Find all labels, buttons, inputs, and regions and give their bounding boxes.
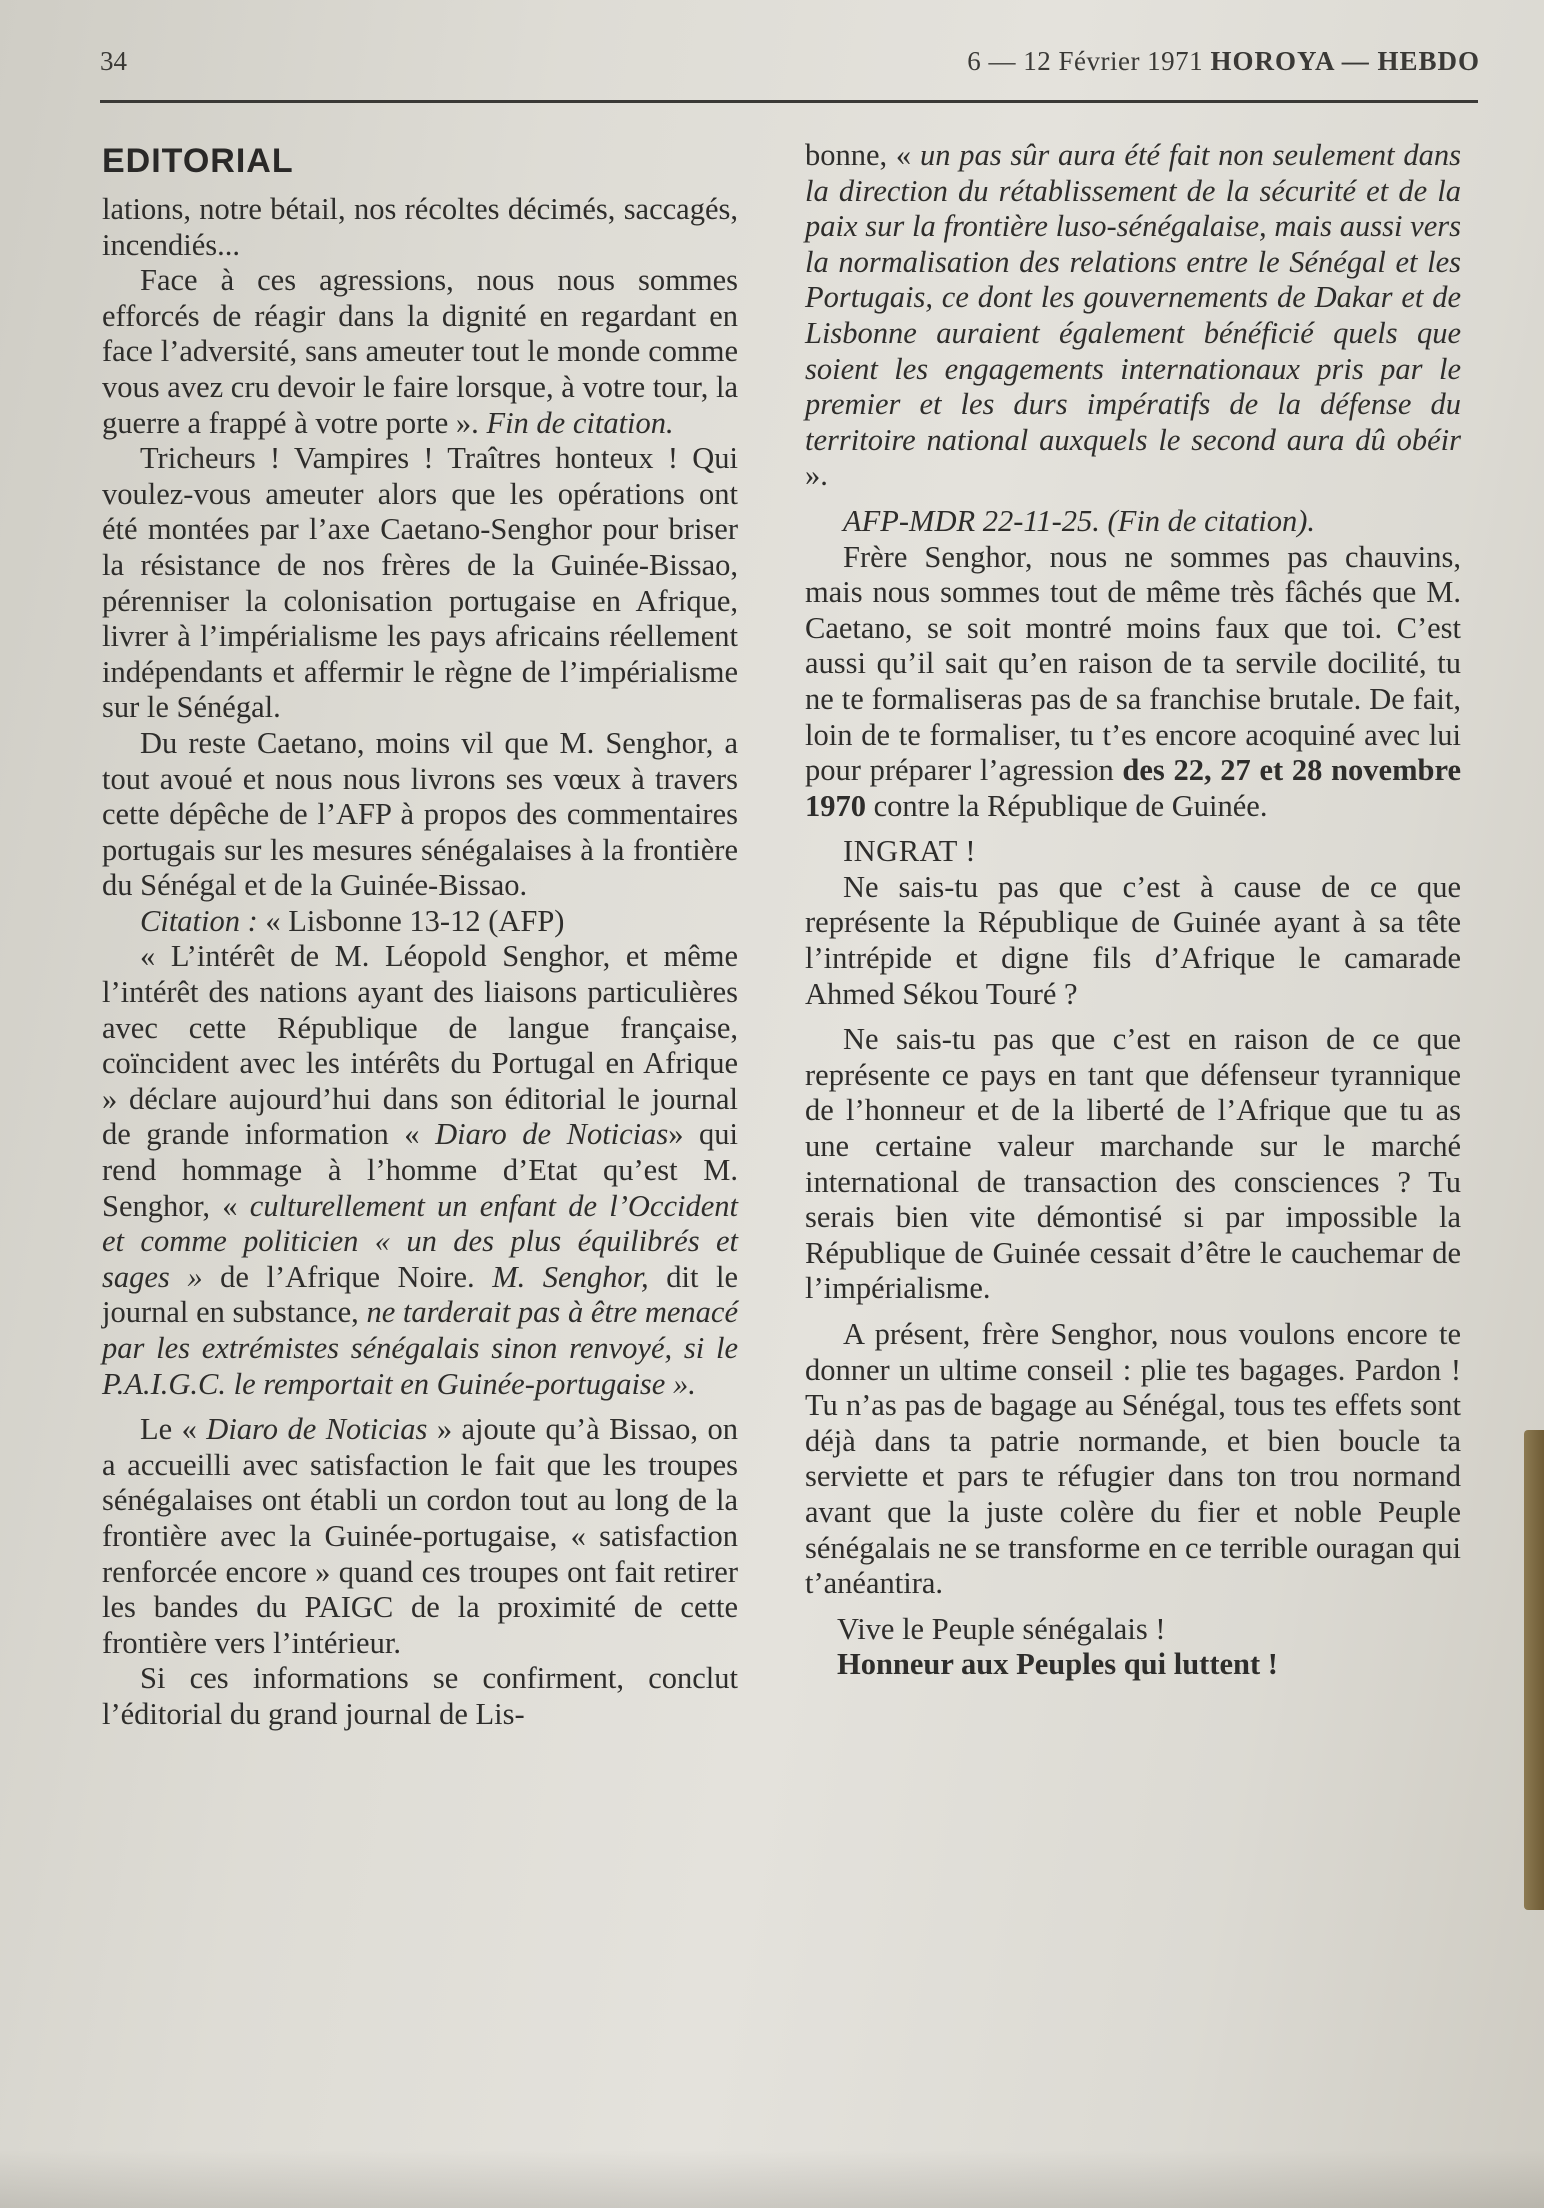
- paragraph: Si ces informations se confirment, conclut l’éditorial du grand journal de Lis-: [102, 1661, 738, 1731]
- paragraph: A présent, frère Senghor, nous voulons encore te donner un ultime conseil : plie tes bagages. Pardon ! Tu n’as pas de bagage au Sénégal, tous tes effets sont déjà dans ta patrie normande, et bien boucle ta serviette et pars te réfugier dans ton trou normand avant que la juste colère du fier et noble Peuple sénégalais ne se transforme en ce terrible ouragan qui t’anéantira.: [805, 1317, 1461, 1601]
- right-column: [805, 138, 1461, 1683]
- paragraph-text: Frère Senghor, nous ne sommes pas chauvins, mais nous sommes tout de même très fâchés que M. Caetano, se soit montré moins faux que toi. C’est aussi qu’il sait qu’en raison de ta servile docilité, tu ne te formaliseras pas de sa franchise brutale. De fait, loin de te formaliser, tu t’es encore acoquiné avec lui pour préparer l’agression: [805, 539, 1461, 788]
- quote-text: un pas sûr aura été fait non seulement dans la direction du rétablissement de la sécurité et de la paix sur la frontière luso-sénégalaise, mais aussi vers la normalisation des relations entre le Sénégal et les Portugais, ce dont les gouvernements de Dakar et de Lisbonne auraient également bénéficié quels que soient les engagements internationaux pris par le premier et les durs impératifs de la défense du territoire national auxquels le second aura dû obéir: [805, 138, 1461, 457]
- issue-line: [967, 46, 1480, 77]
- binding-tab: [1524, 1430, 1544, 1910]
- paragraph: Du reste Caetano, moins vil que M. Senghor, a tout avoué et nous nous livrons ses vœux à travers cette dépêche de l’AFP à propos des commentaires portugais sur les mesures sénégalaises à la frontière du Sénégal et de la Guinée-Bissao.: [102, 725, 738, 903]
- paragraph: lations, notre bétail, nos récoltes décimés, saccagés, incendiés...: [102, 192, 738, 262]
- closing-line: Vive le Peuple sénégalais !: [837, 1611, 1166, 1646]
- closing-line: Honneur aux Peuples qui luttent !: [837, 1647, 1278, 1682]
- quote-text: culturellement un enfant de l’Occident et comme politicien « un des plus équilibrés et sages »: [102, 1188, 738, 1294]
- page-header: [100, 46, 1480, 90]
- page-shadow: [0, 2150, 1544, 2208]
- paragraph: Ne sais-tu pas que c’est en raison de ce que représente ce pays en tant que défenseur tyrannique de l’honneur et de la liberté de l’Afrique que tu as une certaine valeur marchande sur le marché international de transaction des consciences ? Tu serais bien vite démontisé si par impossible la République de Guinée cessait d’être le cauchemar de l’impérialisme.: [805, 1022, 1461, 1306]
- paragraph: [102, 1412, 738, 1661]
- paragraph-text: ».: [805, 458, 828, 493]
- paragraph-text: « L’intérêt de M. Léopold Senghor, et même l’intérêt des nations ayant des liaisons particulières avec cette République de langue française, coïncident avec les intérêts du Portugal en Afrique » déclare aujourd’hui dans son éditorial le journal de grande information «: [102, 939, 738, 1152]
- header-rule: [100, 100, 1478, 103]
- newspaper-name: Diaro de Noticias: [206, 1412, 428, 1447]
- left-column: [102, 130, 738, 1733]
- quote-text: M. Senghor,: [492, 1259, 649, 1294]
- paragraph: Ne sais-tu pas que c’est à cause de ce que représente la République de Guinée ayant à sa tête l’intrépide et digne fils d’Afrique le camarade Ahmed Sékou Touré ?: [805, 869, 1461, 1011]
- subheading-ingrat: INGRAT !: [843, 834, 977, 869]
- paragraph: [805, 138, 1461, 494]
- issue-date: 6 — 12 Février 1971: [967, 46, 1204, 76]
- section-title: EDITORIAL: [102, 142, 294, 180]
- paragraph: [102, 939, 738, 1402]
- paragraph: [805, 540, 1461, 825]
- page-number: 34: [100, 46, 127, 76]
- paragraph-text: Face à ces agressions, nous nous sommes efforcés de réagir dans la dignité en regardant en face l’adversité, sans ameuter tout le monde comme vous avez cru devoir le faire lorsque, à votre tour, la guerre a frappé à votre porte ».: [102, 263, 738, 440]
- citation-heading: [102, 904, 738, 940]
- paragraph-text: contre la République de Guinée.: [873, 788, 1268, 823]
- paragraph-text: » ajoute qu’à Bissao, on a accueilli avec satisfaction le fait que les troupes sénégalaises ont établi un cordon tout au long de la frontière avec la Guinée-portugaise, « satisfaction renforcée encore » quand ces troupes ont fait retirer les bandes du PAIGC de la proximité de cette frontière vers l’intérieur.: [102, 1412, 738, 1660]
- closing-slogans: [805, 1612, 1461, 1683]
- paragraph: [102, 263, 738, 441]
- citation-end: Fin de citation.: [486, 405, 674, 440]
- aggression-dates: des 22, 27 et 28 novembre 1970: [805, 753, 1461, 823]
- citation-source: « Lisbonne 13-12 (AFP): [265, 903, 565, 938]
- paragraph-text: dit le journal en substance,: [102, 1259, 739, 1330]
- paragraph-text: bonne, «: [805, 138, 912, 172]
- paragraph: Tricheurs ! Vampires ! Traîtres honteux ! Qui voulez-vous ameuter alors que les opérations ont été montées par l’axe Caetano-Senghor pour briser la résistance de nos frères de la Guinée-Bissao, pérenniser la colonisation portugaise en Afrique, livrer à l’impérialisme les pays africains réellement indépendants et affermir le règne de l’impérialisme sur le Sénégal.: [102, 441, 738, 725]
- citation-label: Citation :: [140, 903, 258, 938]
- paragraph-text: » qui rend hommage à l’homme d’Etat qu’est M. Senghor, «: [102, 1117, 739, 1223]
- newspaper-name: Diaro de Noticias: [435, 1117, 669, 1152]
- quote-text: ne tarderait pas à être menacé par les extrémistes sénégalais sinon renvoyé, si le P.A.I.G.C. le remportait en Guinée-portugaise ».: [102, 1295, 738, 1401]
- dispatch-reference: AFP-MDR 22-11-25. (Fin de citation).: [843, 503, 1316, 538]
- publication-name: HOROYA — HEBDO: [1210, 46, 1480, 76]
- paragraph-text: Le «: [140, 1412, 197, 1447]
- paragraph-text: de l’Afrique Noire.: [220, 1259, 475, 1294]
